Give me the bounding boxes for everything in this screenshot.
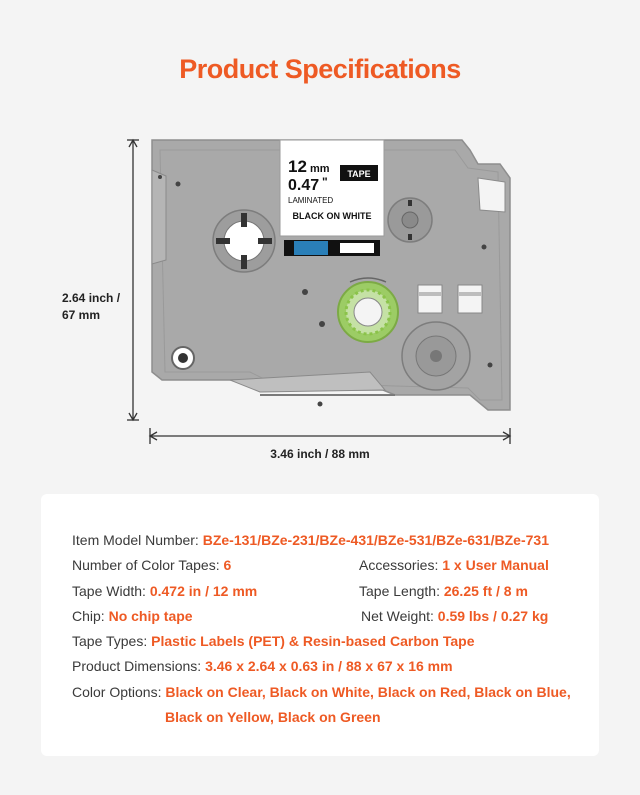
spec-tape-types: Tape Types: Plastic Labels (PET) & Resin-based Carbon Tape <box>72 633 475 649</box>
left-spool <box>213 210 275 272</box>
window-right <box>458 285 482 313</box>
right-small-spool <box>388 198 432 242</box>
label-laminated: LAMINATED <box>288 196 334 205</box>
label-size-in: 0.47 <box>288 177 320 194</box>
spec-color-options: Color Options: Black on Clear, Black on White, Black on Red, Black on Blue, <box>72 684 571 700</box>
label-size-mm: 12 <box>288 157 307 176</box>
height-dimension-line <box>127 140 139 420</box>
specifications-card <box>41 494 599 756</box>
tape-label <box>280 140 384 236</box>
width-dimension-label: 3.46 inch / 88 mm <box>270 447 370 461</box>
height-dimension-label: 2.64 inch / 67 mm <box>62 291 121 322</box>
spec-net-weight: Net Weight: 0.59 lbs / 0.27 kg <box>361 608 549 624</box>
width-dimension-line <box>150 428 510 444</box>
spec-product-dimensions: Product Dimensions: 3.46 x 2.64 x 0.63 in / 88 x 67 x 16 mm <box>72 658 453 674</box>
spec-tape-length: Tape Length: 26.25 ft / 8 m <box>359 583 528 599</box>
page-title: Product Specifications <box>179 54 461 84</box>
bottom-right-spool <box>402 322 470 390</box>
spec-tape-width: Tape Width: 0.472 in / 12 mm <box>72 583 258 599</box>
spec-model: Item Model Number: BZe-131/BZe-231/BZe-431/BZe-531/BZe-631/BZe-731 <box>72 532 549 548</box>
svg-text:": " <box>322 175 328 189</box>
label-tape-badge: TAPE <box>347 169 371 179</box>
window-left <box>418 285 442 313</box>
spec-chip: Chip: No chip tape <box>72 608 193 624</box>
svg-text:mm: mm <box>310 163 330 175</box>
spec-tape-count: Number of Color Tapes: 6 <box>72 557 232 573</box>
spec-accessories: Accessories: 1 x User Manual <box>359 557 549 573</box>
spec-color-options-continued: Black on Yellow, Black on Green <box>165 709 381 725</box>
label-color-text: BLACK ON WHITE <box>292 211 372 221</box>
